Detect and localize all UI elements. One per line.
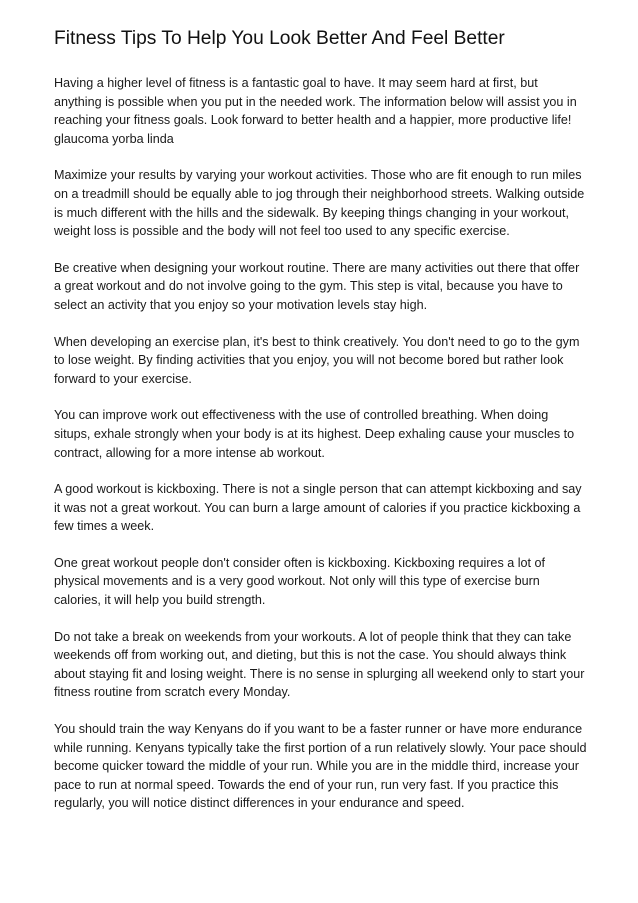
document-page — [54, 26, 588, 831]
inline-link[interactable]: glaucoma yorba linda — [54, 131, 174, 146]
paragraph-exercise-plan: When developing an exercise plan, it's best to think creatively. You don't need to go to the gym to lose weight. By finding activities that you enjoy, you will not become bored but rather look forward to your exercise. — [54, 334, 580, 386]
paragraph-intro — [54, 74, 588, 148]
paragraph-be-creative: Be creative when designing your workout routine. There are many activities out there that offer a great workout and do not involve going to the gym. This step is vital, because you have to select an activity that you enjoy so your motivation levels stay high. — [54, 260, 580, 312]
paragraph-breathing: You can improve work out effectiveness with the use of controlled breathing. When doing situps, exhale strongly when your body is at its highest. Deep exhaling cause your muscles to contract, allowing for a more intense ab workout. — [54, 408, 575, 460]
paragraph-kickboxing: A good workout is kickboxing. There is not a single person that can attempt kickboxing and say it was not a great workout. You can burn a large amount of calories if you practice kickboxing a few times a week. — [54, 482, 582, 534]
document-title: Fitness Tips To Help You Look Better And Feel Better — [54, 28, 505, 49]
paragraph-text: Having a higher level of fitness is a fantastic goal to have. It may seem hard at first, but anything is possible when you put in the needed work. The information below will assist you in reaching your fitness goals. Look forward to better health and a happier, more productive life! — [54, 76, 577, 128]
paragraph-kenyan-training: You should train the way Kenyans do if you want to be a faster runner or have more endurance while running. Kenyans typically take the first portion of a run relatively slowly. Your pace should become quicker toward the middle of your run. While you are in the middle third, increase your pace to run at normal speed. Towards the end of your run, run very fast. If you practice this regularly, you will notice distinct differences in your endurance and speed. — [54, 722, 587, 811]
paragraph-kickboxing-strength: One great workout people don't consider often is kickboxing. Kickboxing requires a lot of physical movements and is a very good workout. Not only will this type of exercise burn calories, it will help you build strength. — [54, 555, 546, 608]
paragraph-weekends: Do not take a break on weekends from your workouts. A lot of people think that they can take weekends off from working out, and dieting, but this is not the case. You should always think about staying fit and losing weight. There is no sense in splurging all weekend only to start your fitness routine from scratch every Monday. — [54, 629, 585, 700]
paragraph-vary-workouts: Maximize your results by varying your workout activities. Those who are fit enough to run miles on a treadmill should be equally able to jog through their neighborhood streets. Walking outside is much different with the hills and the sidewalk. By keeping things changing in your workout, weight loss is possible and the body will not feel too used to any specific exercise. — [54, 168, 585, 239]
